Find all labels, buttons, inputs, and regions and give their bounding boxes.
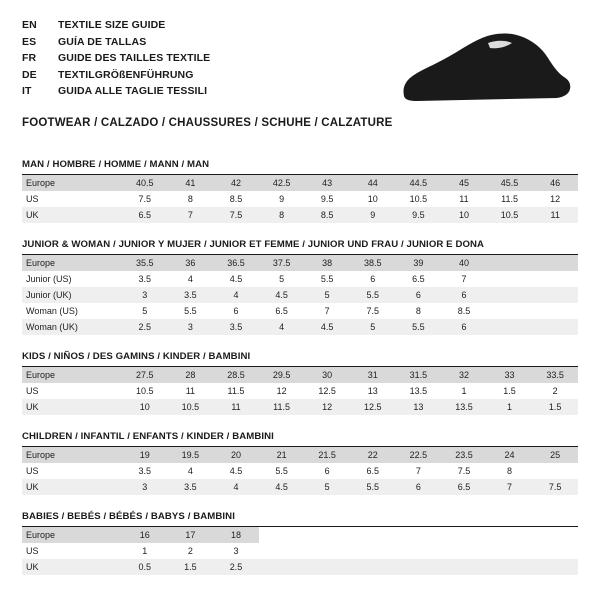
cell: 3 <box>122 287 168 303</box>
cell: 13 <box>350 383 396 399</box>
table-row <box>22 367 578 383</box>
cell: 6.5 <box>259 303 305 319</box>
row-label: Woman (UK) <box>22 319 122 335</box>
cell: 10 <box>122 399 168 415</box>
cell: 8.5 <box>304 207 350 223</box>
cell-empty <box>396 543 442 559</box>
cell: 3.5 <box>122 271 168 287</box>
cell: 4.5 <box>259 287 305 303</box>
language-row <box>22 51 210 67</box>
cell <box>532 287 578 303</box>
cell: 6.5 <box>122 207 168 223</box>
cell: 8 <box>259 207 305 223</box>
section-title: CHILDREN / INFANTIL / ENFANTS / KINDER / BAMBINI <box>22 431 578 447</box>
cell-empty <box>304 527 350 543</box>
cell: 19 <box>122 447 168 463</box>
cell: 7 <box>487 479 533 495</box>
table-row <box>22 287 578 303</box>
cell: 9.5 <box>396 207 442 223</box>
size-table <box>22 255 578 335</box>
cell: 36.5 <box>213 255 259 271</box>
cell-empty <box>532 527 578 543</box>
cell: 7 <box>396 463 442 479</box>
section-junior-woman <box>22 239 578 335</box>
cell: 6.5 <box>350 463 396 479</box>
row-label: Europe <box>22 175 122 191</box>
section-man <box>22 159 578 223</box>
language-row <box>22 84 210 100</box>
cell: 21 <box>259 447 305 463</box>
cell: 7.5 <box>532 479 578 495</box>
cell: 8 <box>168 191 214 207</box>
cell: 23.5 <box>441 447 487 463</box>
cell: 45.5 <box>487 175 533 191</box>
cell <box>532 303 578 319</box>
size-table <box>22 175 578 223</box>
cell: 8.5 <box>441 303 487 319</box>
cell: 16 <box>122 527 168 543</box>
cell: 4.5 <box>304 319 350 335</box>
table-row <box>22 207 578 223</box>
cell: 5 <box>304 479 350 495</box>
cell: 1.5 <box>168 559 214 575</box>
table-row <box>22 559 578 575</box>
cell: 6 <box>350 271 396 287</box>
table-row <box>22 191 578 207</box>
section-title: BABIES / BEBÉS / BÉBÉS / BABYS / BAMBINI <box>22 511 578 527</box>
language-title: GUÍA DE TALLAS <box>58 35 147 48</box>
cell: 6.5 <box>441 479 487 495</box>
cell: 42.5 <box>259 175 305 191</box>
cell: 12 <box>532 191 578 207</box>
table-row <box>22 175 578 191</box>
cell-empty <box>487 559 533 575</box>
table-row <box>22 463 578 479</box>
section-children <box>22 431 578 495</box>
cell: 11.5 <box>213 383 259 399</box>
size-table <box>22 447 578 495</box>
cell: 21.5 <box>304 447 350 463</box>
cell: 8.5 <box>213 191 259 207</box>
cell: 7 <box>304 303 350 319</box>
cell: 24 <box>487 447 533 463</box>
cell <box>487 303 533 319</box>
cell-empty <box>487 527 533 543</box>
cell: 10.5 <box>396 191 442 207</box>
cell: 35.5 <box>122 255 168 271</box>
cell: 7.5 <box>213 207 259 223</box>
cell: 11.5 <box>487 191 533 207</box>
cell: 4.5 <box>213 271 259 287</box>
cell: 10.5 <box>487 207 533 223</box>
row-label: Europe <box>22 367 122 383</box>
table-row <box>22 255 578 271</box>
cell: 8 <box>487 463 533 479</box>
cell: 5 <box>350 319 396 335</box>
cell: 44 <box>350 175 396 191</box>
cell: 9 <box>259 191 305 207</box>
cell: 33.5 <box>532 367 578 383</box>
row-label: Woman (US) <box>22 303 122 319</box>
cell-empty <box>441 543 487 559</box>
cell: 11 <box>532 207 578 223</box>
cell: 12 <box>304 399 350 415</box>
cell: 36 <box>168 255 214 271</box>
cell: 40 <box>441 255 487 271</box>
cell: 18 <box>213 527 259 543</box>
row-label: UK <box>22 399 122 415</box>
cell: 11 <box>441 191 487 207</box>
cell-empty <box>304 559 350 575</box>
cell: 45 <box>441 175 487 191</box>
cell: 19.5 <box>168 447 214 463</box>
language-code: FR <box>22 52 37 64</box>
cell <box>532 463 578 479</box>
cell-empty <box>259 559 305 575</box>
row-label: UK <box>22 479 122 495</box>
cell-empty <box>396 527 442 543</box>
cell: 40.5 <box>122 175 168 191</box>
cell: 5.5 <box>396 319 442 335</box>
cell: 37.5 <box>259 255 305 271</box>
cell: 31 <box>350 367 396 383</box>
cell: 6 <box>213 303 259 319</box>
document-header <box>22 18 578 100</box>
table-row <box>22 479 578 495</box>
cell: 28.5 <box>213 367 259 383</box>
cell: 3 <box>168 319 214 335</box>
cell: 29.5 <box>259 367 305 383</box>
cell: 9.5 <box>304 191 350 207</box>
cell: 2 <box>532 383 578 399</box>
section-title: MAN / HOMBRE / HOMME / MANN / MAN <box>22 159 578 175</box>
language-code: EN <box>22 19 37 31</box>
cell <box>532 319 578 335</box>
table-row <box>22 319 578 335</box>
cell: 32 <box>441 367 487 383</box>
cell: 4 <box>259 319 305 335</box>
cell: 4 <box>168 463 214 479</box>
cell: 13.5 <box>396 383 442 399</box>
cell: 17 <box>168 527 214 543</box>
cell: 3.5 <box>213 319 259 335</box>
cell: 22 <box>350 447 396 463</box>
footwear-heading: FOOTWEAR / CALZADO / CHAUSSURES / SCHUHE / CALZATURE <box>22 116 393 129</box>
cell: 5.5 <box>350 479 396 495</box>
cell: 27.5 <box>122 367 168 383</box>
cell: 6 <box>396 479 442 495</box>
cell: 6 <box>396 287 442 303</box>
section-title: KIDS / NIÑOS / DES GAMINS / KINDER / BAMBINI <box>22 351 578 367</box>
language-title: TEXTILGRÖßENFÜHRUNG <box>58 68 194 81</box>
cell-empty <box>350 543 396 559</box>
cell <box>532 255 578 271</box>
row-label: US <box>22 383 122 399</box>
row-label: Europe <box>22 527 122 543</box>
cell-empty <box>259 527 305 543</box>
table-row <box>22 527 578 543</box>
cell: 30 <box>304 367 350 383</box>
cell: 5 <box>122 303 168 319</box>
section-kids <box>22 351 578 415</box>
cell: 3.5 <box>168 479 214 495</box>
cell: 3 <box>213 543 259 559</box>
cell: 2 <box>168 543 214 559</box>
cell: 11.5 <box>259 399 305 415</box>
cell-empty <box>487 543 533 559</box>
language-title: GUIDA ALLE TAGLIE TESSILI <box>58 85 208 97</box>
language-code: ES <box>22 35 37 48</box>
cell <box>487 271 533 287</box>
cell: 41 <box>168 175 214 191</box>
cell: 43 <box>304 175 350 191</box>
cell: 12.5 <box>350 399 396 415</box>
cell: 12.5 <box>304 383 350 399</box>
cell: 1.5 <box>532 399 578 415</box>
cell <box>487 287 533 303</box>
cell: 4.5 <box>259 479 305 495</box>
cell: 4 <box>168 271 214 287</box>
cell: 7.5 <box>441 463 487 479</box>
cell: 1 <box>441 383 487 399</box>
cell: 8 <box>396 303 442 319</box>
cell-empty <box>350 559 396 575</box>
cell <box>487 319 533 335</box>
cell: 6 <box>441 319 487 335</box>
table-row <box>22 543 578 559</box>
cell: 7 <box>168 207 214 223</box>
cell: 20 <box>213 447 259 463</box>
cell: 42 <box>213 175 259 191</box>
cell: 13.5 <box>441 399 487 415</box>
row-label: US <box>22 191 122 207</box>
cell: 44.5 <box>396 175 442 191</box>
language-code: DE <box>22 68 37 81</box>
cell-empty <box>532 543 578 559</box>
cell: 38 <box>304 255 350 271</box>
cell: 1.5 <box>487 383 533 399</box>
cell: 6.5 <box>396 271 442 287</box>
cell: 46 <box>532 175 578 191</box>
row-label: Europe <box>22 447 122 463</box>
cell: 10 <box>350 191 396 207</box>
row-label: US <box>22 463 122 479</box>
cell-empty <box>259 543 305 559</box>
size-table <box>22 527 578 575</box>
row-label: UK <box>22 559 122 575</box>
cell: 9 <box>350 207 396 223</box>
cell-empty <box>304 543 350 559</box>
row-label: UK <box>22 207 122 223</box>
language-row <box>22 18 210 34</box>
language-title-list <box>22 18 210 100</box>
cell: 33 <box>487 367 533 383</box>
cell-empty <box>441 527 487 543</box>
cell: 5.5 <box>168 303 214 319</box>
cell: 38.5 <box>350 255 396 271</box>
cell-empty <box>350 527 396 543</box>
row-label: Europe <box>22 255 122 271</box>
row-label: Junior (US) <box>22 271 122 287</box>
cell: 22.5 <box>396 447 442 463</box>
cell: 12 <box>259 383 305 399</box>
language-code: IT <box>22 85 32 97</box>
language-row <box>22 35 210 51</box>
cell <box>487 255 533 271</box>
cell: 0.5 <box>122 559 168 575</box>
cell-empty <box>441 559 487 575</box>
cell-empty <box>532 559 578 575</box>
cell: 6 <box>441 287 487 303</box>
cell: 7.5 <box>350 303 396 319</box>
cell: 1 <box>122 543 168 559</box>
cell: 7.5 <box>122 191 168 207</box>
cell: 2.5 <box>213 559 259 575</box>
cell: 3 <box>122 479 168 495</box>
cell: 11 <box>168 383 214 399</box>
table-row <box>22 303 578 319</box>
cell: 11 <box>213 399 259 415</box>
cell: 7 <box>441 271 487 287</box>
cell: 31.5 <box>396 367 442 383</box>
cell: 4 <box>213 287 259 303</box>
table-row <box>22 271 578 287</box>
section-title: JUNIOR & WOMAN / JUNIOR Y MUJER / JUNIOR ET FEMME / JUNIOR UND FRAU / JUNIOR E DONA <box>22 239 578 255</box>
cell: 5 <box>304 287 350 303</box>
table-row <box>22 383 578 399</box>
dress-shoe-icon <box>392 30 572 110</box>
cell: 5 <box>259 271 305 287</box>
section-babies <box>22 511 578 575</box>
cell: 10.5 <box>122 383 168 399</box>
language-title: GUIDE DES TAILLES TEXTILE <box>58 52 211 64</box>
language-title: TEXTILE SIZE GUIDE <box>58 19 166 31</box>
cell: 5.5 <box>350 287 396 303</box>
cell: 6 <box>304 463 350 479</box>
cell: 3.5 <box>168 287 214 303</box>
cell: 1 <box>487 399 533 415</box>
cell: 5.5 <box>304 271 350 287</box>
cell: 4.5 <box>213 463 259 479</box>
cell: 10.5 <box>168 399 214 415</box>
cell: 10 <box>441 207 487 223</box>
language-row <box>22 68 210 84</box>
table-row <box>22 447 578 463</box>
cell <box>532 271 578 287</box>
table-row <box>22 399 578 415</box>
cell: 39 <box>396 255 442 271</box>
cell: 4 <box>213 479 259 495</box>
cell: 25 <box>532 447 578 463</box>
row-label: Junior (UK) <box>22 287 122 303</box>
cell: 3.5 <box>122 463 168 479</box>
size-table <box>22 367 578 415</box>
row-label: US <box>22 543 122 559</box>
cell: 13 <box>396 399 442 415</box>
cell-empty <box>396 559 442 575</box>
cell: 5.5 <box>259 463 305 479</box>
cell: 28 <box>168 367 214 383</box>
cell: 2.5 <box>122 319 168 335</box>
